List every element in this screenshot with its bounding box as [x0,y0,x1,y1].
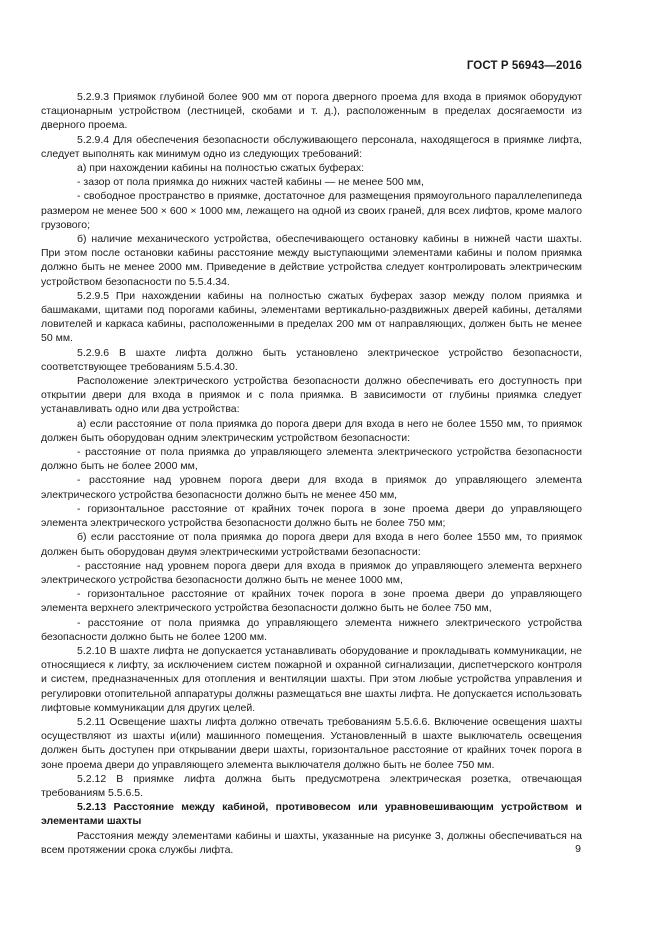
list-item-b: б) наличие механического устройства, обеспечивающего остановку кабины в нижней части шахты. При этом после остановки кабины расстояние между выступающими элементами кабины и полом приямка должно быть не менее 2000 мм. Приведение в действие устройства следует контролировать электрическим устройством безопасности по 5.5.4.34. [41,233,582,288]
list-item-dash: - расстояние над уровнем порога двери для входа в приямок до управляющего элемента электрического устройства безопасности должно быть не менее 450 мм, [41,474,582,501]
document-number-header: ГОСТ Р 56943—2016 [466,60,582,72]
paragraph-5-2-9-4: 5.2.9.4 Для обеспечения безопасности обслуживающего персонала, находящегося в приямке лифта, следует выполнять как минимум одно из следующих требований: [41,133,582,160]
paragraph-5-2-11: 5.2.11 Освещение шахты лифта должно отвечать требованиям 5.5.6.6. Включение освещения шахты осуществляют из шахты и(или) машинного помещения. Установленный в шахте выключатель освещения должен быть доступен при открывании двери шахты, горизонтальное расстояние от крайних точек порога в зоне проема двери до управляющего элемента выключателя должно быть не более 750 мм. [41,715,582,771]
page-number: 9 [575,843,581,855]
paragraph: Расстояния между элементами кабины и шахты, указанные на рисунке 3, должны обеспечиваться на всем протяжении срока службы лифта. [41,829,582,856]
list-item-dash: - горизонтальное расстояние от крайних точек порога в зоне проема двери до управляющего элемента верхнего электрического устройства безопасности должно быть не более 750 мм, [41,588,582,615]
list-item-dash: - расстояние от пола приямка до управляющего элемента электрического устройства безопасности должно быть не более 2000 мм, [41,446,582,473]
paragraph-5-2-10: 5.2.10 В шахте лифта не допускается устанавливать оборудование и прокладывать коммуникации, не относящиеся к лифту, за исключением систем пожарной и охранной сигнализации, диспетчерского контроля и систем, предназначенных для отопления и вентиляции шахты. При этом любые устройства управления и регулировки отопительной аппаратуры должны размещаться вне шахты лифта. Не допускается использовать лифтовые коммуникации для других целей. [41,644,582,714]
list-item-a: а) если расстояние от пола приямка до порога двери для входа в него не более 1550 мм, то приямок должен быть оборудован одним электрическим устройством безопасности: [41,417,582,444]
paragraph-5-2-9-3: 5.2.9.3 Приямок глубиной более 900 мм от порога дверного проема для входа в приямок оборудуют стационарным устройством (лестницей, скобами и т. д.), расположенным в пределах досягаемости из дверного проема. [41,91,582,132]
list-item-b: б) если расстояние от пола приямка до порога двери для входа в него более 1550 мм, то приямок должен быть оборудован двумя электрическими устройствами безопасности: [41,531,582,558]
paragraph-5-2-9-6: 5.2.9.6 В шахте лифта должно быть установлено электрическое устройство безопасности, соответствующее требованиям 5.5.4.30. [41,346,582,373]
list-item-a: а) при нахождении кабины на полностью сжатых буферах: [77,162,364,175]
paragraph-5-2-9-5: 5.2.9.5 При нахождении кабины на полностью сжатых буферах зазор между полом приямка и башмаками, щитами под порогами кабины, элементами вертикально-раздвижных дверей кабины, деталями ловителей и каркаса кабины, расположенными в пределах 200 мм от направляющих, должен быть не менее 50 мм. [41,289,582,345]
list-item-dash: - расстояние над уровнем порога двери для входа в приямок до управляющего элемента верхнего электрического устройства безопасности должно быть не менее 1000 мм, [41,559,582,586]
list-item-dash: - свободное пространство в приямке, достаточное для размещения прямоугольного параллелепипеда размером не менее 500 × 600 × 1000 мм, лежащего на одной из своих граней, для всех лифтов, кроме малого грузового; [41,190,582,231]
paragraph-5-2-12: 5.2.12 В приямке лифта должна быть предусмотрена электрическая розетка, отвечающая требованиям 5.5.6.5. [41,772,582,799]
paragraph: Расположение электрического устройства безопасности должно обеспечивать его доступность при открытии двери для входа в приямок и с пола приямка. В зависимости от глубины приямка следует устанавливать одно или два устройства: [41,375,582,416]
list-item-dash: - горизонтальное расстояние от крайних точек порога в зоне проема двери до управляющего элемента электрического устройства безопасности должно быть не более 750 мм; [41,502,582,530]
document-body [41,90,582,857]
list-item-dash: - расстояние от пола приямка до управляющего элемента нижнего электрического устройства безопасности должно быть не более 1200 мм. [41,616,582,643]
section-heading-5-2-13: 5.2.13 Расстояние между кабиной, противовесом или уравновешивающим устройством и элементами шахты [41,801,582,828]
list-item-dash: - зазор от пола приямка до нижних частей кабины — не менее 500 мм, [77,176,424,189]
